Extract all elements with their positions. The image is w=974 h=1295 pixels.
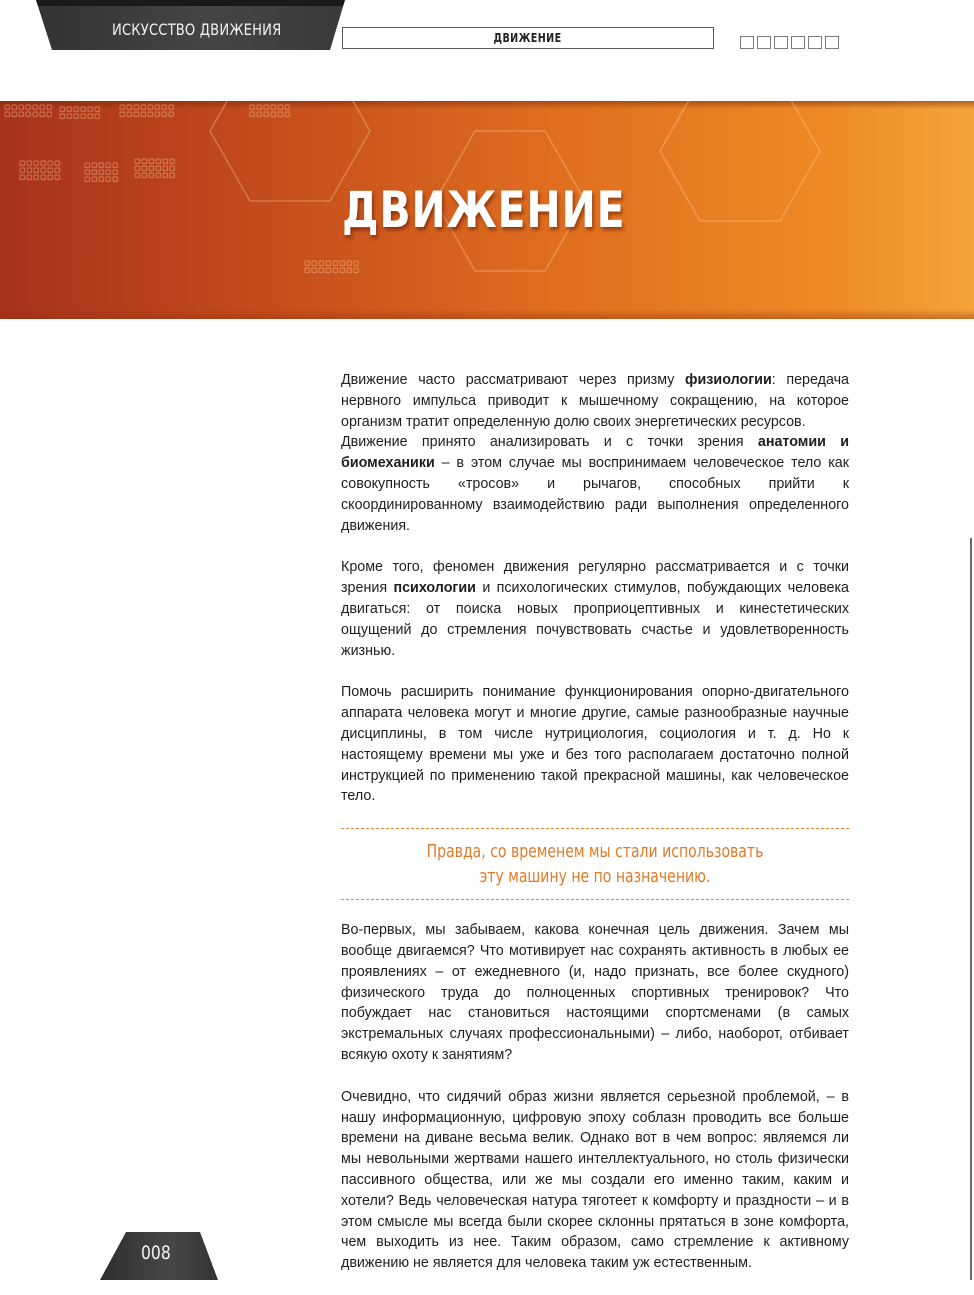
banner-dot (41, 161, 46, 166)
banner-dot (156, 159, 161, 164)
banner-dot (149, 159, 154, 164)
banner-dot (99, 177, 104, 182)
banner-dot (170, 166, 175, 171)
banner-dot (27, 175, 32, 180)
banner-dot (148, 105, 153, 110)
pull-quote-line: Правда, со временем мы стали использовать (426, 841, 764, 863)
banner-dot (12, 112, 17, 117)
banner-dot (135, 166, 140, 171)
banner-dot (106, 170, 111, 175)
decorative-square (774, 36, 788, 49)
pull-quote-line: эту машину не по назначению. (479, 866, 711, 888)
banner-dot (162, 105, 167, 110)
decorative-square (757, 36, 771, 49)
paragraph: Движение часто рассматривают через призму физиологии: передача нервного импульса приводит к мышечному сокращению, на которое организм тратит определенную долю своих энергетических ресурсов. (341, 372, 849, 430)
banner-dot (127, 105, 132, 110)
banner-dot (156, 166, 161, 171)
banner-dot (250, 112, 255, 117)
banner-dot (347, 268, 352, 273)
banner-dot (20, 161, 25, 166)
pull-quote (341, 828, 849, 900)
banner-dot (85, 170, 90, 175)
banner-dot (74, 107, 79, 112)
banner-dot (305, 261, 310, 266)
book-title-tab-edge (36, 0, 345, 6)
banner-dot (95, 107, 100, 112)
banner-dot (142, 159, 147, 164)
book-title: ИСКУССТВО ДВИЖЕНИЯ (112, 20, 282, 39)
banner-title: ДВИЖЕНИЕ (342, 181, 626, 239)
banner-dot (120, 112, 125, 117)
banner-dot (33, 112, 38, 117)
banner-dot (26, 112, 31, 117)
decorative-square (740, 36, 754, 49)
banner-dot (27, 168, 32, 173)
banner-dot (40, 112, 45, 117)
banner-dot (148, 112, 153, 117)
banner-dot (113, 170, 118, 175)
banner-dot (60, 107, 65, 112)
banner-dot (170, 159, 175, 164)
banner-dot (149, 166, 154, 171)
paragraph: Помочь расширить понимание функционирования опорно-двигательного аппарата человека могут и многие другие, самые разнообразные научные дисциплины, в том числе нутрициология, социология и т. д. Но к настоящему времени мы уже и без того располагаем достаточно полной инструкцией по применению такой прекрасной машины, как человеческое тело. (341, 684, 849, 805)
banner-dot (48, 175, 53, 180)
banner-dot (95, 114, 100, 119)
paragraph: Во-первых, мы забываем, какова конечная цель движения. Зачем мы вообще двигаемся? Что мотивирует нас сохранять активность в любых ее проявлениях – от ежедневного (и, надо признать, все более скудного) физического труда до полноценных спортивных тренировок? Что побуждает нас становиться настоящими спортсменами (в самых экстремальных случаях профессиональными) – либо, наоборот, отбивает всякую охоту к занятиям? (341, 922, 849, 1063)
banner-dot (169, 105, 174, 110)
banner-dot (271, 112, 276, 117)
banner-dot (155, 105, 160, 110)
banner-dot (354, 261, 359, 266)
decorative-square (825, 36, 839, 49)
banner-dot (333, 261, 338, 266)
banner-dot (347, 261, 352, 266)
banner-dot (326, 261, 331, 266)
banner-dot (60, 114, 65, 119)
banner-dot (92, 163, 97, 168)
banner-dot (250, 105, 255, 110)
banner-dot (170, 173, 175, 178)
banner-dot (12, 105, 17, 110)
banner-dot (113, 163, 118, 168)
banner-dot (127, 112, 132, 117)
banner-dot (92, 177, 97, 182)
banner-dot (278, 112, 283, 117)
banner-dot (155, 112, 160, 117)
banner-dot (120, 105, 125, 110)
banner-dot (19, 112, 24, 117)
chapter-banner (0, 101, 974, 319)
banner-dot (156, 173, 161, 178)
banner-dot (326, 268, 331, 273)
banner-dot (85, 177, 90, 182)
banner-dot (149, 173, 154, 178)
banner-dot (162, 112, 167, 117)
banner-dot (142, 173, 147, 178)
banner-dot (354, 268, 359, 273)
page-number: 008 (141, 1242, 171, 1264)
banner-dot (81, 114, 86, 119)
banner-dot (134, 105, 139, 110)
banner-dot (163, 173, 168, 178)
banner-dot (257, 112, 262, 117)
bold-term: анатомии и биомеханики (341, 434, 850, 472)
bold-term: физиологии (685, 372, 772, 388)
banner-dot (20, 175, 25, 180)
banner-dot (319, 268, 324, 273)
paragraph: Очевидно, что сидячий образ жизни является серьезной проблемой, – в нашу информационную, цифровую эпоху соблазн проводить все больше времени на диване весьма велик. Однако вот в чем вопрос: являемся ли мы невольными жертвами нашего интеллектуального, но столь физически пассивного общества, или же мы создали его именно таким, каким и хотели? Ведь человеческая натура тяготеет к комфорту и праздности – и в этом смысле мы всегда были скорее склонны прятаться в зоне комфорта, чем выходить из нее. Таким образом, само стремление к активному движению не является для человека таким уж естественным. (341, 1088, 849, 1272)
banner-dot (305, 268, 310, 273)
banner-dot (163, 166, 168, 171)
page-edge-rule (970, 538, 972, 1280)
paragraph: Движение принято анализировать и с точки зрения анатомии и биомеханики – в этом случае мы воспринимаем человеческое тело как совокупность «тросов» и рычагов, способных прийти к скоординированному взаимодействию ради выполнения определенного движения. (341, 434, 850, 534)
chapter-header-box (342, 27, 714, 49)
banner-dot (41, 175, 46, 180)
banner-dot (34, 161, 39, 166)
banner-dot (319, 261, 324, 266)
banner-dot (92, 170, 97, 175)
banner-dot (134, 112, 139, 117)
bold-term: психологии (393, 580, 476, 597)
banner-dot (27, 161, 32, 166)
banner-dot (141, 112, 146, 117)
banner-dot (81, 107, 86, 112)
decorative-square (791, 36, 805, 49)
banner-dot (340, 268, 345, 273)
banner-dot (47, 112, 52, 117)
banner-dot (34, 175, 39, 180)
banner-dot (33, 105, 38, 110)
decorative-square (808, 36, 822, 49)
banner-dot (74, 114, 79, 119)
banner-dot (141, 105, 146, 110)
banner-dot (55, 161, 60, 166)
chapter-label: ДВИЖЕНИЕ (493, 31, 563, 45)
banner-dot (340, 261, 345, 266)
banner-dot (67, 107, 72, 112)
banner-dot (5, 112, 10, 117)
banner-dot (278, 105, 283, 110)
banner-dot (88, 114, 93, 119)
banner-dot (264, 105, 269, 110)
banner-dot (163, 159, 168, 164)
banner-dot (333, 268, 338, 273)
banner-dot (88, 107, 93, 112)
banner-dot (312, 268, 317, 273)
banner-dot (99, 170, 104, 175)
banner-dot (34, 168, 39, 173)
banner-dot (48, 168, 53, 173)
paragraph: Кроме того, феномен движения регулярно рассматривается и с точки зрения психологии и психологических стимулов, побуждающих человека двигаться: от поиска новых проприоцептивных и кинестетических ощущений до стремления почувствовать счастье и удовлетворенность жизнью. (341, 559, 850, 659)
banner-dot (312, 261, 317, 266)
banner-dot (106, 163, 111, 168)
banner-dot (19, 105, 24, 110)
banner-dot (47, 105, 52, 110)
banner-dot (26, 105, 31, 110)
banner-dot (285, 112, 290, 117)
banner-dot (285, 105, 290, 110)
banner-dot (55, 168, 60, 173)
hexagon-outline (660, 101, 820, 221)
decorative-squares (740, 36, 839, 49)
banner-dot (55, 175, 60, 180)
banner-dot (67, 114, 72, 119)
banner-dot (20, 168, 25, 173)
banner-dot (135, 159, 140, 164)
banner-dot (142, 166, 147, 171)
banner-dot (48, 161, 53, 166)
banner-dot (257, 105, 262, 110)
banner-dot (41, 168, 46, 173)
banner-dot (113, 177, 118, 182)
banner-dot (169, 112, 174, 117)
article-body (341, 370, 849, 1295)
banner-dot (99, 163, 104, 168)
banner-dot (5, 105, 10, 110)
banner-dot (40, 105, 45, 110)
banner-dot (264, 112, 269, 117)
banner-dot (271, 105, 276, 110)
banner-dot (85, 163, 90, 168)
banner-dot (135, 173, 140, 178)
banner-dot (106, 177, 111, 182)
